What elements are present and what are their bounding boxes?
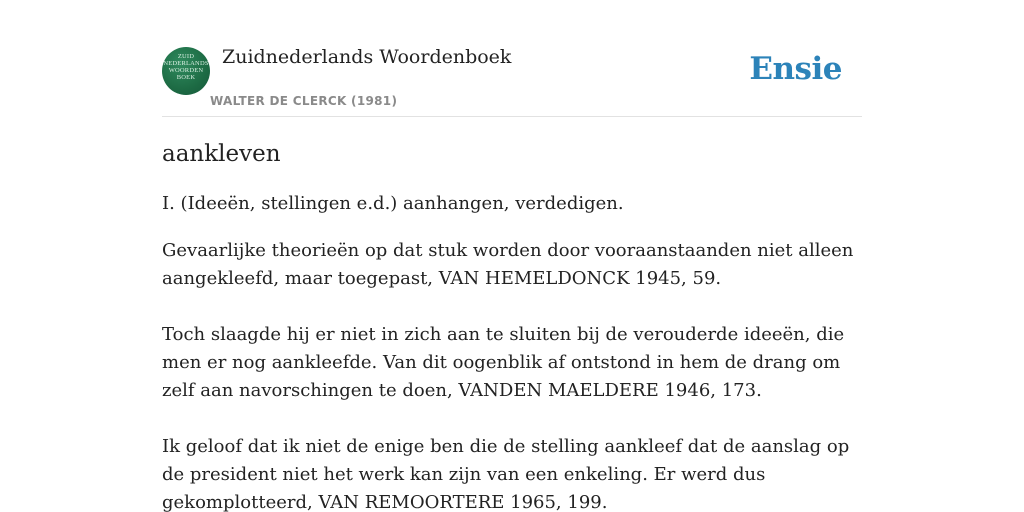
entry-content (162, 138, 862, 512)
ensie-brand-link[interactable]: Ensie (749, 51, 842, 87)
entry-definition: I. (Ideeën, stellingen e.d.) aanhangen, verdedigen. (162, 193, 624, 214)
entry-quote: Ik geloof dat ik niet de enige ben die de stelling aankleef dat de aanslag op de president niet het werk kan zijn van een enkeling. Er werd dus gekomplotteerd, VAN REMOORTERE 1965, 199. (162, 436, 850, 512)
entry-headword: aankleven (162, 141, 281, 167)
logo-line: ZUID (177, 53, 195, 60)
logo-line: BOEK (176, 74, 196, 81)
logo-line: NEDERLANDS (163, 60, 209, 67)
dictionary-header (162, 40, 862, 117)
dictionary-author: WALTER DE CLERCK (1981) (210, 94, 398, 108)
dictionary-title-link[interactable]: Zuidnederlands Woordenboek (222, 46, 512, 68)
dictionary-logo[interactable] (162, 47, 210, 95)
entry-quote: Gevaarlijke theorieën op dat stuk worden door vooraanstaanden niet alleen aangekleefd, maar toegepast, VAN HEMELDONCK 1945, 59. (162, 240, 854, 289)
entry-quote: Toch slaagde hij er niet in zich aan te sluiten bij de verouderde ideeën, die men er nog aankleefde. Van dit oogenblik af ontstond in hem de drang om zelf aan navorschingen te doen, VANDEN MAELDERE 1946, 173. (162, 324, 845, 401)
logo-lettering (162, 53, 210, 81)
logo-line: WOORDEN (168, 67, 204, 74)
